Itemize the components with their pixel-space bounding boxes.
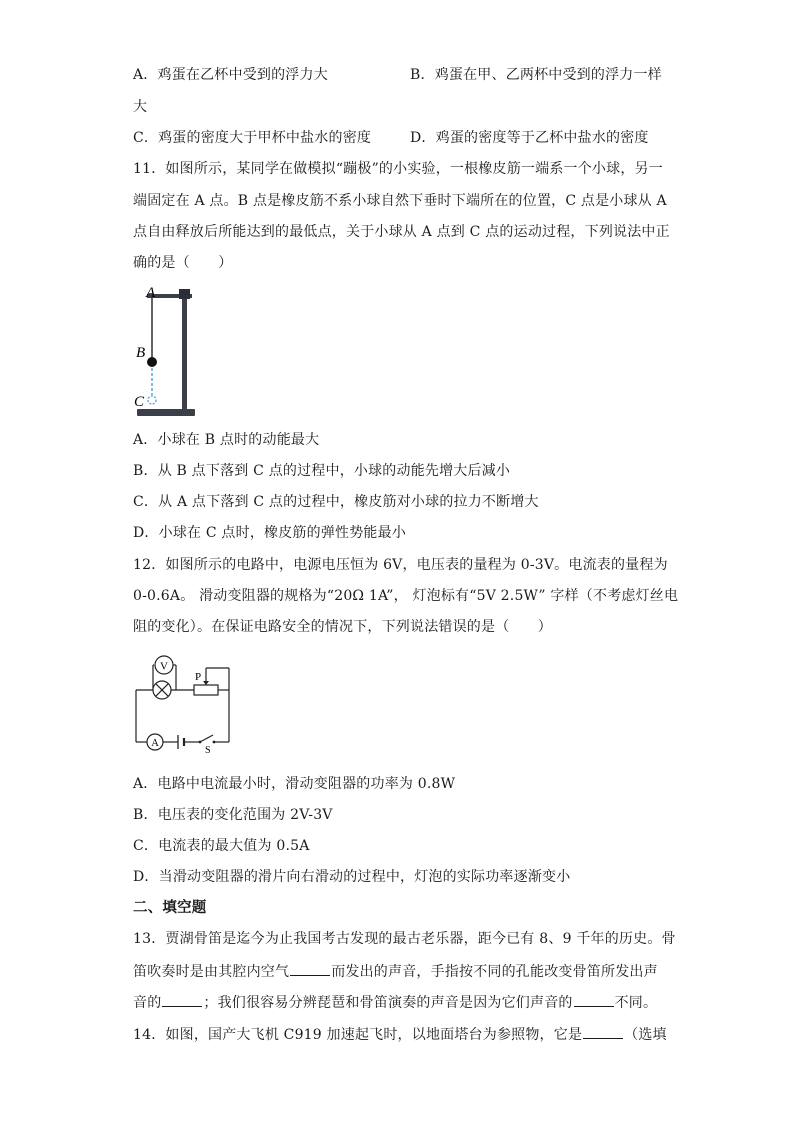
q13-line-3-text-b: ；我们很容易分辨琵琶和骨笛演奏的声音是因为它们声音的 bbox=[203, 995, 573, 1011]
q10-option-b: B．鸡蛋在甲、乙两杯中受到的浮力一样 bbox=[410, 67, 662, 83]
q14-line-1 bbox=[133, 1025, 667, 1044]
q10-option-a: A．鸡蛋在乙杯中受到的浮力大 bbox=[133, 67, 328, 83]
q11-stem-line-3: 点自由释放后所能达到的最低点，关于小球从 A 点到 C 点的运动过程，下列说法中正 bbox=[133, 224, 670, 240]
q13-blank-2[interactable] bbox=[162, 993, 202, 1007]
q13-line-2-text-b: 而发出的声音，手指按不同的孔能改变骨笛所发出声 bbox=[331, 964, 658, 980]
q12-circuit-figure bbox=[128, 650, 238, 754]
q11-option-d: D．小球在 C 点时，橡皮筋的弹性势能最小 bbox=[133, 525, 407, 541]
q13-line-3-text-a: 音的 bbox=[133, 995, 162, 1011]
q11-option-a: A．小球在 B 点时的动能最大 bbox=[133, 432, 320, 448]
q12-option-b: B．电压表的变化范围为 2V-3V bbox=[133, 807, 333, 823]
slider-label: P bbox=[195, 671, 202, 683]
q12-option-a: A．电路中电流最小时，滑动变阻器的功率为 0.8W bbox=[133, 776, 456, 792]
label-c: C bbox=[134, 394, 145, 410]
q12-option-c: C．电流表的最大值为 0.5A bbox=[133, 838, 310, 854]
q11-stem-line-1: 11．如图所示，某同学在做模拟“蹦极”的小实验，一根橡皮筋一端系一个小球，另一 bbox=[133, 161, 663, 177]
stand-pole bbox=[182, 290, 187, 415]
q14-line-1-text-b: （选填 bbox=[624, 1027, 667, 1043]
q13-blank-1[interactable] bbox=[290, 962, 330, 976]
ball-at-b bbox=[147, 357, 157, 367]
ball-at-c bbox=[148, 396, 156, 404]
q13-line-3 bbox=[133, 993, 657, 1012]
voltmeter-label: V bbox=[160, 660, 168, 673]
q10-option-b-continued: 大 bbox=[133, 99, 148, 115]
q14-blank-1[interactable] bbox=[583, 1025, 623, 1039]
q11-stem-line-4: 确的是（ ） bbox=[133, 255, 233, 271]
q12-option-d: D．当滑动变阻器的滑片向右滑动的过程中，灯泡的实际功率逐渐变小 bbox=[133, 869, 571, 885]
q12-stem-line-2: 0-0.6A。 滑动变阻器的规格为“20Ω 1A”， 灯泡标有“5V 2.5W” 字样（不考虑灯丝电 bbox=[133, 588, 679, 604]
ammeter-label: A bbox=[151, 738, 159, 749]
q13-line-2 bbox=[133, 962, 658, 981]
q11-bungee-figure bbox=[132, 280, 202, 422]
q12-stem-line-1: 12．如图所示的电路中，电源电压恒为 6V，电压表的量程为 0-3V。电流表的量程为 bbox=[133, 557, 668, 573]
q13-line-1: 13．贾湖骨笛是迄今为止我国考古发现的最古老乐器，距今已有 8、9 千年的历史。骨 bbox=[133, 931, 676, 947]
q13-line-3-text-c: 不同。 bbox=[614, 995, 658, 1011]
q11-option-b: B．从 B 点下落到 C 点的过程中，小球的动能先增大后减小 bbox=[133, 463, 511, 479]
q13-line-2-text-a: 笛吹奏时是由其腔内空气 bbox=[133, 964, 290, 980]
q10-option-d: D．鸡蛋的密度等于乙杯中盐水的密度 bbox=[410, 130, 649, 146]
rheostat-body bbox=[194, 685, 218, 695]
q14-line-1-text-a: 14．如图，国产大飞机 C919 加速起飞时，以地面塔台为参照物，它是 bbox=[133, 1027, 583, 1043]
stand-clamp bbox=[179, 289, 190, 299]
q12-stem-line-3: 阻的变化）。在保证电路安全的情况下，下列说法错误的是（ ） bbox=[133, 619, 552, 635]
label-b: B bbox=[136, 345, 146, 361]
switch-blade bbox=[200, 735, 213, 742]
q11-stem-line-2: 端固定在 A 点。B 点是橡皮筋不系小球自然下垂时下端所在的位置，C 点是小球从 A bbox=[133, 193, 667, 209]
switch-label: S bbox=[205, 745, 211, 754]
q13-blank-3[interactable] bbox=[574, 993, 614, 1007]
label-a: A bbox=[146, 285, 156, 301]
q11-option-c: C．从 A 点下落到 C 点的过程中，橡皮筋对小球的拉力不断增大 bbox=[133, 494, 539, 510]
stand-base bbox=[137, 409, 195, 416]
section-title-fill-in: 二、填空题 bbox=[133, 899, 207, 916]
q10-option-c: C．鸡蛋的密度大于甲杯中盐水的密度 bbox=[133, 130, 372, 146]
